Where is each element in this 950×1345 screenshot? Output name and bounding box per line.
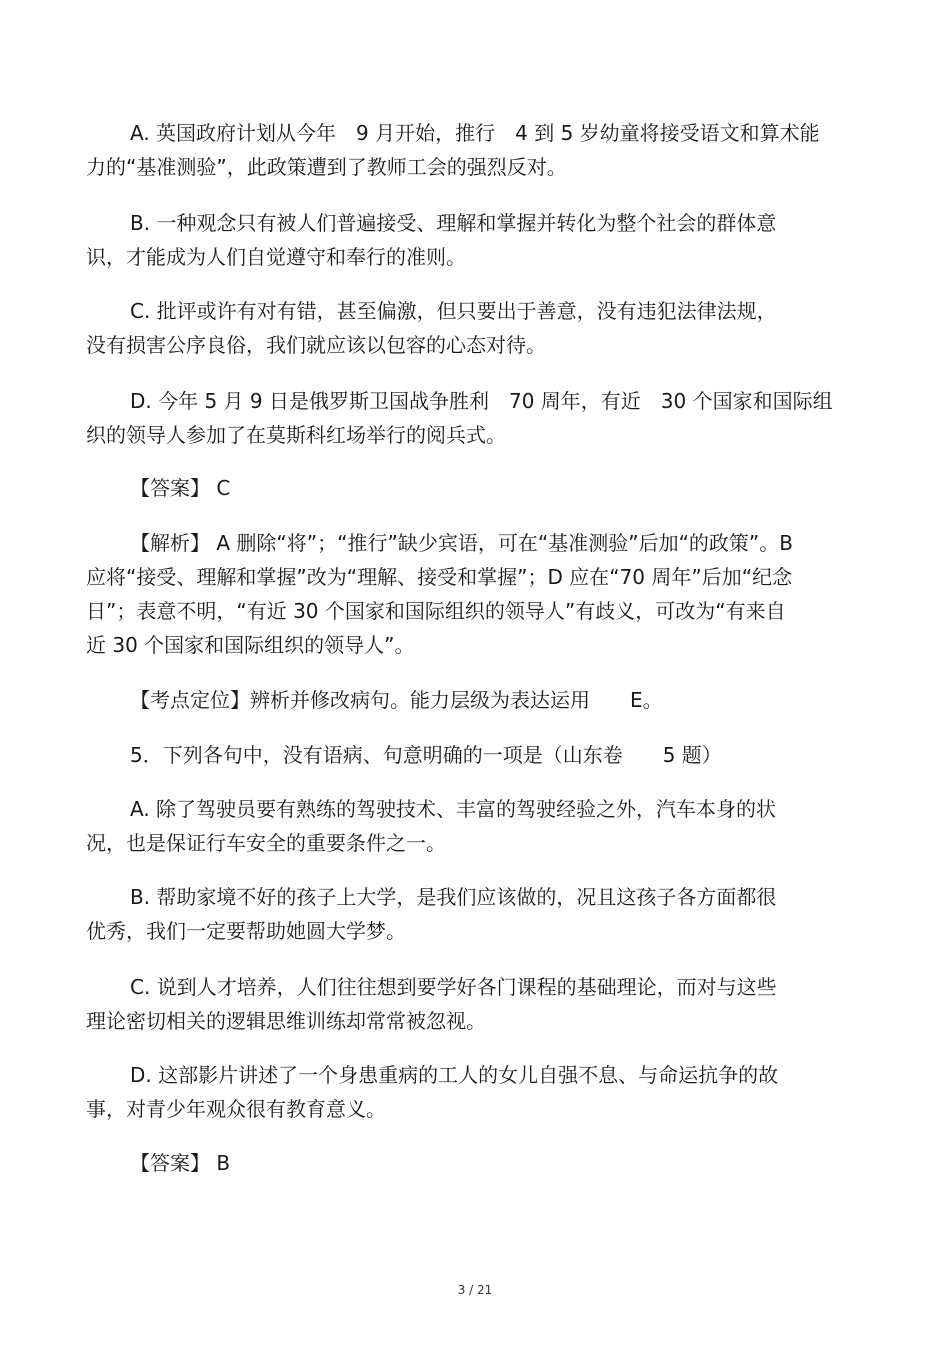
- q4-answer: 【答案】 C: [130, 476, 231, 500]
- q4-option-c-line1: C. 批评或许有对有错，甚至偏激，但只要出于善意，没有违犯法律法规，: [130, 299, 777, 323]
- q4-option-a-line2: 力的“基准测验”，此政策遭到了教师工会的强烈反对。: [86, 155, 567, 179]
- q4-option-d: [86, 384, 856, 452]
- q5-option-b: [86, 880, 856, 948]
- q4-key-point: 【考点定位】辨析并修改病句。能力层级为表达运用 E。: [130, 688, 663, 712]
- page-number: 3 / 21: [457, 1283, 493, 1297]
- q5-answer: 【答案】 B: [130, 1151, 231, 1175]
- q5-option-c: [86, 970, 856, 1038]
- q5-stem: 5．下列各句中，没有语病、句意明确的一项是（山东卷 5 题）: [130, 743, 722, 767]
- q5-option-a: [86, 792, 856, 860]
- q5-option-b-line2: 优秀，我们一定要帮助她圆大学梦。: [86, 919, 406, 943]
- q5-option-c-line2: 理论密切相关的逻辑思维训练却常常被忽视。: [86, 1009, 486, 1033]
- q4-analysis-line2: 应将“接受、理解和掌握”改为“理解、接受和掌握”；D 应在“70 周年”后加“纪念: [86, 565, 793, 589]
- q4-option-c: [86, 294, 856, 362]
- q5-option-d-line2: 事，对青少年观众很有教育意义。: [86, 1097, 386, 1121]
- q4-option-d-line2: 织的领导人参加了在莫斯科红场举行的阅兵式。: [86, 423, 506, 447]
- q4-analysis-line3: 日”；表意不明，“有近 30 个国家和国际组织的领导人”有歧义，可改为“有来自: [86, 599, 786, 623]
- q4-option-d-line1: D. 今年 5 月 9 日是俄罗斯卫国战争胜利 70 周年，有近 30 个国家和国际组: [130, 389, 833, 413]
- q4-option-c-line2: 没有损害公序良俗，我们就应该以包容的心态对待。: [86, 333, 546, 357]
- q4-option-a-line1: A. 英国政府计划从今年 9 月开始，推行 4 到 5 岁幼童将接受语文和算术能: [130, 121, 820, 145]
- q4-option-b-line1: B. 一种观念只有被人们普遍接受、理解和掌握并转化为整个社会的群体意: [130, 211, 777, 235]
- q4-analysis-line1: 【解析】 A 删除“将”；“推行”缺少宾语，可在“基准测验”后加“的政策”。B: [130, 531, 794, 555]
- q5-option-a-line1: A. 除了驾驶员要有熟练的驾驶技术、丰富的驾驶经验之外，汽车本身的状: [130, 797, 777, 821]
- q5-option-d-line1: D. 这部影片讲述了一个身患重病的工人的女儿自强不息、与命运抗争的故: [130, 1063, 779, 1087]
- q5-option-a-line2: 况，也是保证行车安全的重要条件之一。: [86, 831, 446, 855]
- q5-option-b-line1: B. 帮助家境不好的孩子上大学，是我们应该做的，况且这孩子各方面都很: [130, 885, 777, 909]
- q4-option-b-line2: 识，才能成为人们自觉遵守和奉行的准则。: [86, 245, 466, 269]
- q4-option-a: [86, 116, 856, 184]
- q4-analysis-line4: 近 30 个国家和国际组织的领导人”。: [86, 633, 415, 657]
- q5-option-d: [86, 1058, 856, 1126]
- q4-option-b: [86, 206, 856, 274]
- q5-option-c-line1: C. 说到人才培养，人们往往想到要学好各门课程的基础理论，而对与这些: [130, 975, 777, 999]
- q4-analysis: [86, 526, 856, 662]
